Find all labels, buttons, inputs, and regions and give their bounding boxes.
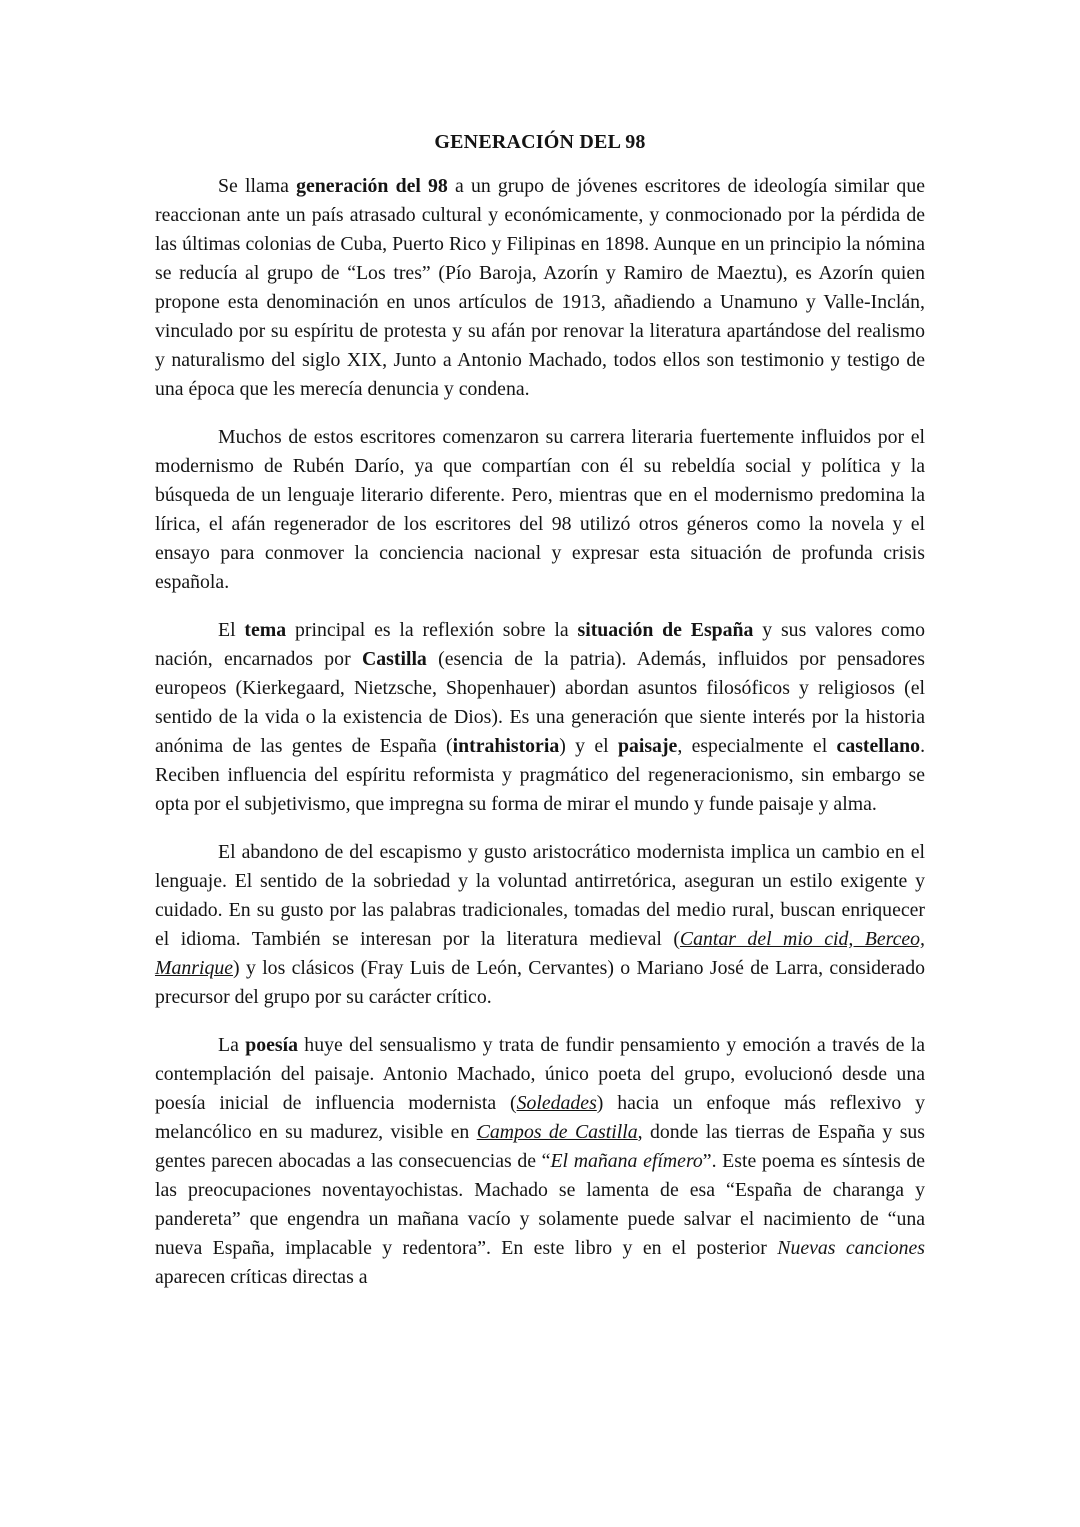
paragraph-modernismo (155, 423, 925, 597)
text-run: ”. Este poema es síntesis de las preocupaciones noventayochistas. Machado se lamenta de esa “España de charanga y pandereta” que engendra un mañana vacío y solamente puede salvar el nacimiento de “una nueva España, implacable y redentora”. En este libro y en el posterior (155, 1150, 925, 1259)
bold-term: poesía (245, 1034, 298, 1056)
text-run: Se llama (218, 175, 297, 197)
bold-term: generación del 98 (296, 175, 448, 197)
underlined-italic-title: Campos de Castilla (476, 1121, 638, 1143)
underlined-italic-title: Soledades (516, 1092, 597, 1114)
text-run: , especialmente el (677, 735, 837, 757)
text-run: El (218, 619, 245, 641)
text-run: aparecen críticas directas a (155, 1266, 368, 1288)
paragraph-tema (155, 616, 925, 819)
text-run: (esencia de la patria). Además, influidos por pensadores europeos (Kierkegaard, Nietzsche, Shopenhauer) abordan asuntos filosóficos y religiosos (el sentido de la vida o la existencia de Dios). Es una generación que siente interés por la historia anónima de las gentes de España ( (155, 648, 925, 757)
text-run: principal es la reflexión sobre la (286, 619, 578, 641)
italic-title: El mañana efímero (550, 1150, 703, 1172)
paragraph-lenguaje (155, 838, 925, 1012)
underlined-italic-title: Cantar del mio cid, Berceo, Manrique (155, 928, 925, 979)
text-run: Muchos de estos escritores comenzaron su carrera literaria fuertemente influidos por el modernismo de Rubén Darío, ya que compartían con él su rebeldía social y política y la búsqueda de un lenguaje literario diferente. Pero, mientras que en el modernismo predomina la lírica, el afán regenerador de los escritores del 98 utilizó otros géneros como la novela y el ensayo para conmover la conciencia nacional y expresar esta situación de profunda crisis española. (155, 426, 925, 593)
text-run: y sus valores como nación, encarnados por (155, 619, 925, 670)
text-run: . Reciben influencia del espíritu reformista y pragmático del regeneracionismo, sin embargo se opta por el subjetivismo, que impregna su forma de mirar el mundo y funde paisaje y alma. (155, 735, 926, 815)
document-title: GENERACIÓN DEL 98 (434, 131, 646, 153)
text-run: ) y los clásicos (Fray Luis de León, Cervantes) o Mariano José de Larra, considerado precursor del grupo por su carácter crítico. (155, 957, 925, 1008)
text-run: a un grupo de jóvenes escritores de ideología similar que reaccionan ante un país atrasado cultural y económicamente, y conmocionado por la pérdida de las últimas colonias de Cuba, Puerto Rico y Filipinas en 1898. Aunque en un principio la nómina se reducía al grupo de “Los tres” (Pío Baroja, Azorín y Ramiro de Maeztu), es Azorín quien propone esta denominación en unos artículos de 1913, añadiendo a Unamuno y Valle-Inclán, vinculado por su espíritu de protesta y su afán por renovar la literatura apartándose del realismo y naturalismo del siglo XIX, Junto a Antonio Machado, todos ellos son testimonio y testigo de una época que les merecía denuncia y condena. (155, 175, 925, 400)
bold-term: intrahistoria (452, 735, 560, 757)
text-run: huye del sensualismo y trata de fundir pensamiento y emoción a través de la contemplación del paisaje. Antonio Machado, único poeta del grupo, evolucionó desde una poesía inicial de influencia modernista ( (155, 1034, 925, 1114)
bold-term: situación de España (577, 619, 754, 641)
text-run: , donde las tierras de España y sus gentes parecen abocadas a las consecuencias de “ (155, 1121, 925, 1172)
italic-title: Nuevas canciones (777, 1237, 925, 1259)
bold-term: Castilla (361, 648, 427, 670)
bold-term: paisaje (617, 735, 678, 757)
document-page (155, 126, 925, 1311)
bold-term: tema (244, 619, 287, 641)
paragraph-poesia (155, 1031, 925, 1292)
text-run: ) hacia un enfoque más reflexivo y melancólico en su madurez, visible en (155, 1092, 925, 1143)
bold-term: castellano (836, 735, 921, 757)
text-run: La (218, 1034, 246, 1056)
text-run: ) y el (559, 735, 618, 757)
text-run: El abandono de del escapismo y gusto aristocrático modernista implica un cambio en el lenguaje. El sentido de la sobriedad y la voluntad antirretórica, aseguran un estilo exigente y cuidado. En su gusto por las palabras tradicionales, tomadas del medio rural, buscan enriquecer el idioma. También se interesan por la literatura medieval ( (155, 841, 925, 950)
paragraph-definition (155, 172, 925, 404)
